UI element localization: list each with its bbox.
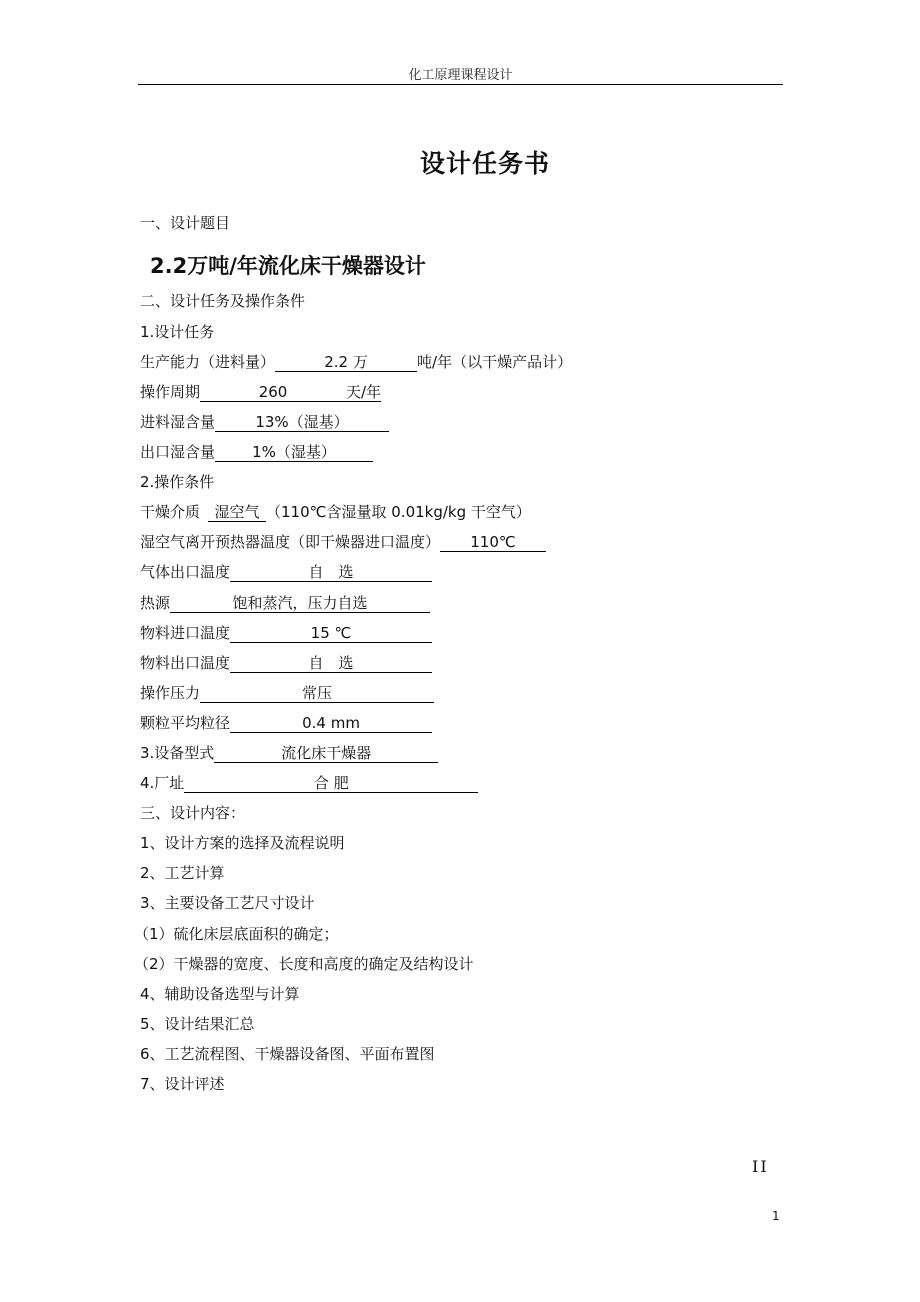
mat-out-temp-label: 物料出口温度 xyxy=(140,654,231,672)
mat-in-temp-label: 物料进口温度 xyxy=(140,624,231,642)
header-rule xyxy=(138,84,783,85)
section2-heading: 二、设计任务及操作条件 xyxy=(140,292,306,310)
capacity-label: 生产能力（进料量） xyxy=(140,353,276,371)
period-row xyxy=(140,383,381,402)
period-suffix: 天/年 xyxy=(346,383,382,401)
gas-out-temp-value: 自 选 xyxy=(230,564,432,582)
content-item: （2）干燥器的宽度、长度和高度的确定及结构设计 xyxy=(134,955,474,973)
particle-value: 0.4 mm xyxy=(230,715,432,733)
out-moisture-value: 1%（湿基） xyxy=(215,444,373,462)
content-item: 2、工艺计算 xyxy=(140,864,225,882)
pressure-value: 常压 xyxy=(200,685,434,703)
feed-moisture-row xyxy=(140,413,389,432)
heat-source-value: 饱和蒸汽，压力自选 xyxy=(170,595,430,613)
period-value: 260 xyxy=(200,384,346,402)
capacity-row xyxy=(140,353,572,372)
section1-heading: 一、设计题目 xyxy=(140,214,231,232)
content-item: （1）硫化床层底面积的确定； xyxy=(134,925,339,943)
pressure-label: 操作压力 xyxy=(140,684,201,702)
mat-out-temp-row xyxy=(140,654,432,673)
inlet-temp-label: 湿空气离开预热器温度（即干燥器进口温度） xyxy=(140,533,441,551)
capacity-value: 2.2 万 xyxy=(275,354,417,372)
inlet-temp-value: 110℃ xyxy=(440,534,546,552)
roman-page-number: II xyxy=(752,1157,769,1176)
content-item: 5、设计结果汇总 xyxy=(140,1015,255,1033)
content-item: 4、辅助设备选型与计算 xyxy=(140,985,300,1003)
heat-source-row xyxy=(140,594,430,613)
content-item: 6、工艺流程图、干燥器设备图、平面布置图 xyxy=(140,1045,435,1063)
pressure-row xyxy=(140,684,434,703)
design-topic: 2.2万吨/年流化床干燥器设计 xyxy=(150,254,426,278)
mat-in-temp-row xyxy=(140,624,432,643)
medium-note: （110℃含湿量取 0.01kg/kg 干空气） xyxy=(266,503,531,521)
site-row xyxy=(140,774,478,793)
particle-row xyxy=(140,714,432,733)
particle-label: 颗粒平均粒径 xyxy=(140,714,231,732)
heat-source-label: 热源 xyxy=(140,594,171,612)
equip-type-label: 3.设备型式 xyxy=(140,744,215,762)
content-item: 7、设计评述 xyxy=(140,1075,225,1093)
equip-type-row xyxy=(140,744,438,763)
capacity-suffix: 吨/年（以干燥产品计） xyxy=(417,353,573,371)
document-title: 设计任务书 xyxy=(419,149,550,178)
mat-in-temp-value: 15 ℃ xyxy=(230,625,432,643)
inlet-temp-row xyxy=(140,533,546,552)
medium-value: 湿空气 xyxy=(208,504,266,522)
medium-row xyxy=(140,503,531,522)
feed-moisture-label: 进料湿含量 xyxy=(140,413,216,431)
gas-out-temp-row xyxy=(140,563,432,582)
gas-out-temp-label: 气体出口温度 xyxy=(140,563,231,581)
mat-out-temp-value: 自 选 xyxy=(230,655,432,673)
feed-moisture-value: 13%（湿基） xyxy=(215,414,389,432)
site-label: 4.厂址 xyxy=(140,774,185,792)
running-header: 化工原理课程设计 xyxy=(408,68,513,83)
medium-label: 干燥介质 xyxy=(140,503,201,521)
content-item: 3、主要设备工艺尺寸设计 xyxy=(140,894,315,912)
out-moisture-row xyxy=(140,443,373,462)
page-number: 1 xyxy=(772,1209,780,1223)
period-label: 操作周期 xyxy=(140,383,201,401)
section3-heading: 三、设计内容： xyxy=(140,804,246,822)
content-item: 1、设计方案的选择及流程说明 xyxy=(140,834,345,852)
task-heading: 1.设计任务 xyxy=(140,323,215,341)
cond-heading: 2.操作条件 xyxy=(140,473,215,491)
site-value: 合 肥 xyxy=(184,775,478,793)
equip-type-value: 流化床干燥器 xyxy=(214,745,438,763)
out-moisture-label: 出口湿含量 xyxy=(140,443,216,461)
